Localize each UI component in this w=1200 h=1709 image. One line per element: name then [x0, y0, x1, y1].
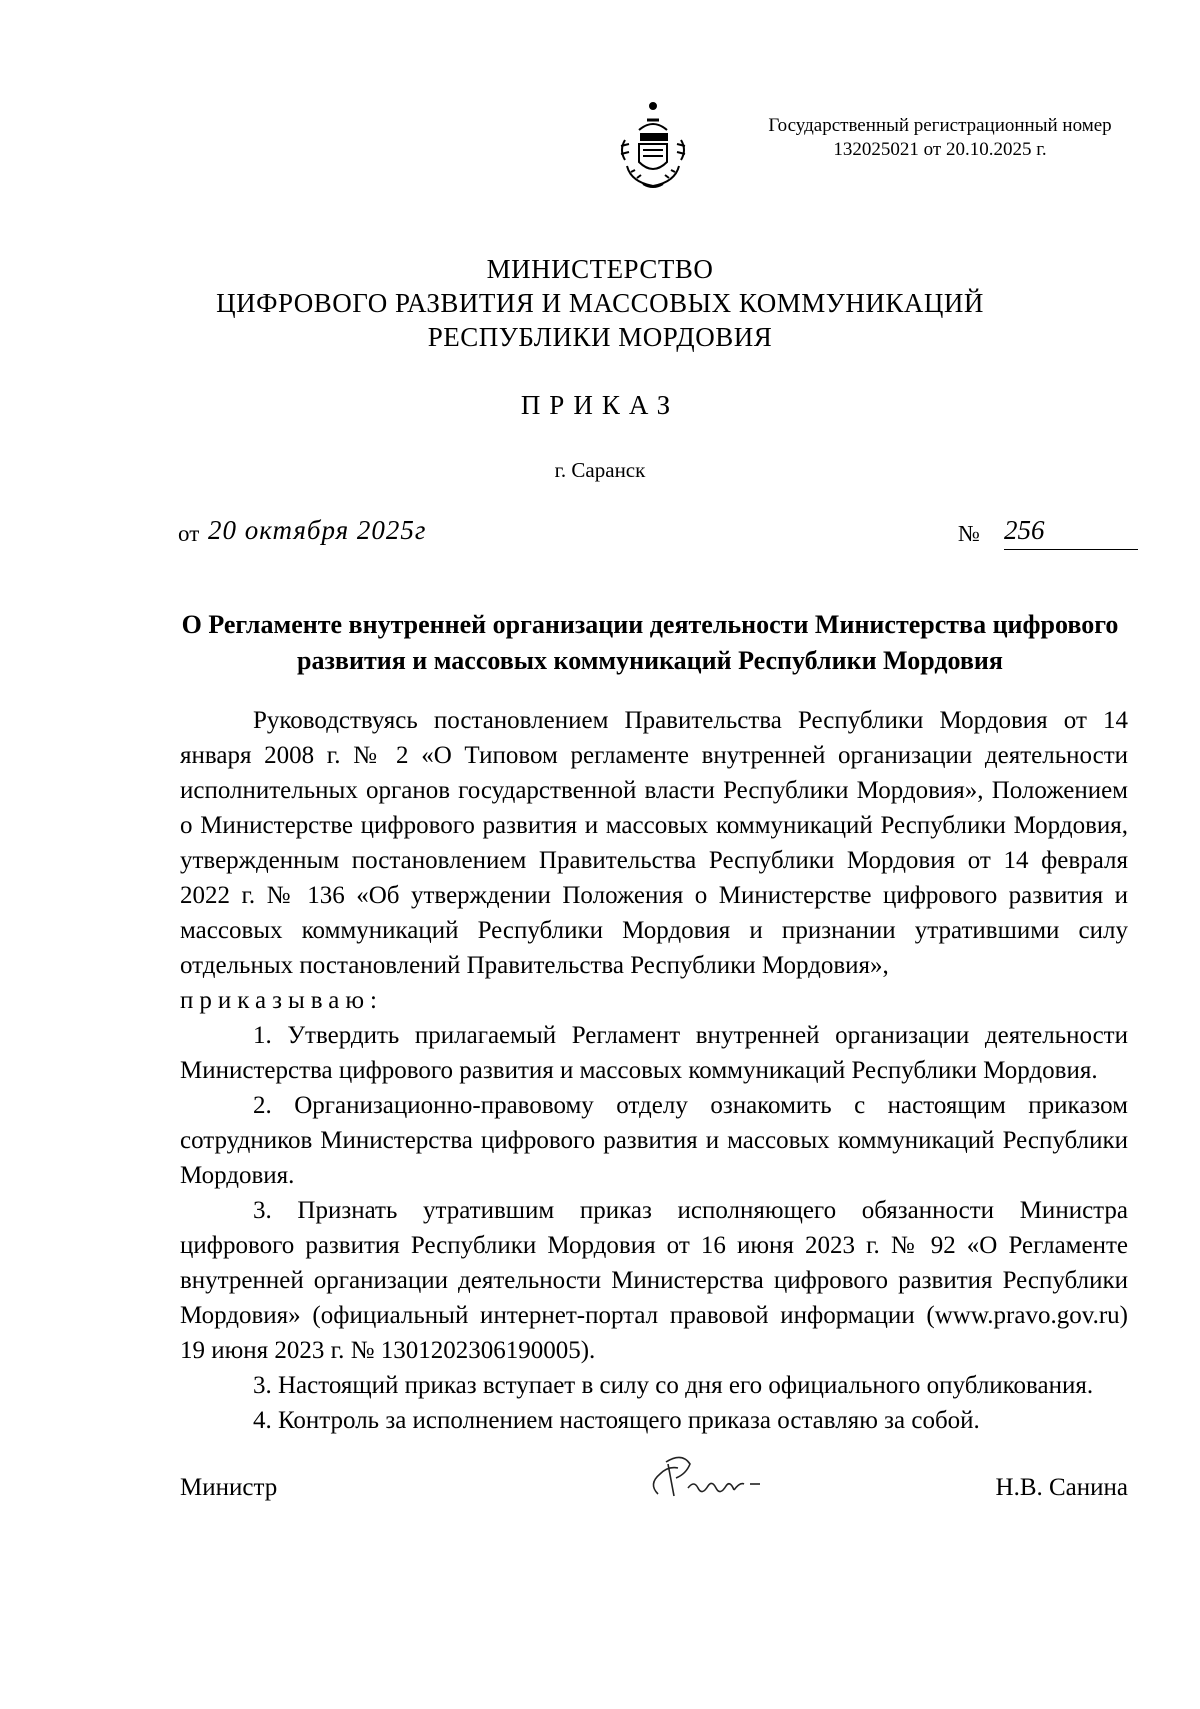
registration-label: Государственный регистрационный номер — [768, 115, 1112, 136]
signer-name: Н.В. Санина — [995, 1474, 1128, 1501]
document-title: О Регламенте внутренней организации деятельности Министерства цифрового развития и массовых коммуникаций Республики Мордовия — [181, 610, 1119, 675]
registration-number — [740, 114, 1140, 162]
date-prefix: от — [178, 521, 200, 546]
paragraph-1: 1. Утвердить прилагаемый Регламент внутренней организации деятельности Министерства цифрового развития и массовых коммуникаций Республики Мордовия. — [180, 1022, 1128, 1084]
paragraph-3: 3. Признать утратившим приказ исполняющего обязанности Министра цифрового развития Республики Мордовия от 16 июня 2023 г. № 92 «О Регламенте внутренней организации деятельности Министерства цифрового развития Республики Мордовия» (официальный интернет-портал правовой информации (www.pravo.gov.ru) 19 июня 2023 г. № 1301202306190005). — [180, 1197, 1128, 1364]
ministry-name — [0, 252, 1200, 354]
signature-block — [180, 1474, 1128, 1534]
intro-paragraph: Руководствуясь постановлением Правительства Республики Мордовия от 14 января 2008 г. № 2 «О Типовом регламенте внутренней организации деятельности исполнительных органов государственной власти Республики Мордовия», Положением о Министерстве цифрового развития и массовых коммуникаций Республики Мордовия, утвержденным постановлением Правительства Республики Мордовия от 14 февраля 2022 г. № 136 «Об утверждении Положения о Министерстве цифрового развития и массовых коммуникаций Республики Мордовия и признании утратившими силу отдельных постановлений Правительства Республики Мордовия», — [180, 707, 1128, 979]
paragraph-2: 2. Организационно-правовому отделу ознакомить с настоящим приказом сотрудников Министерства цифрового развития и массовых коммуникаций Республики Мордовия. — [180, 1092, 1128, 1189]
document-type: ПРИКАЗ — [520, 390, 680, 420]
order-word: приказываю: — [180, 987, 383, 1014]
handwritten-signature-icon — [638, 1444, 788, 1514]
ministry-line-1: МИНИСТЕРСТВО — [486, 254, 714, 284]
document-body — [180, 703, 1128, 1438]
paragraph-5: 4. Контроль за исполнением настоящего приказа оставляю за собой. — [253, 1407, 980, 1434]
city: г. Саранск — [554, 458, 646, 482]
handwritten-number: 256 — [1004, 515, 1045, 545]
signer-position: Министр — [180, 1474, 278, 1501]
number-underline — [1004, 549, 1138, 550]
registration-value: 132025021 от 20.10.2025 г. — [833, 139, 1047, 160]
handwritten-date: 20 октября 2025г — [208, 515, 427, 545]
ministry-line-2: ЦИФРОВОГО РАЗВИТИЯ И МАССОВЫХ КОММУНИКАЦИЙ — [216, 288, 984, 318]
coat-of-arms-icon — [617, 100, 727, 220]
date-number-row — [178, 515, 1138, 555]
ministry-line-3: РЕСПУБЛИКИ МОРДОВИЯ — [427, 322, 773, 352]
paragraph-4: 3. Настоящий приказ вступает в силу со дня его официального опубликования. — [253, 1372, 1094, 1399]
number-label: № — [958, 521, 980, 546]
